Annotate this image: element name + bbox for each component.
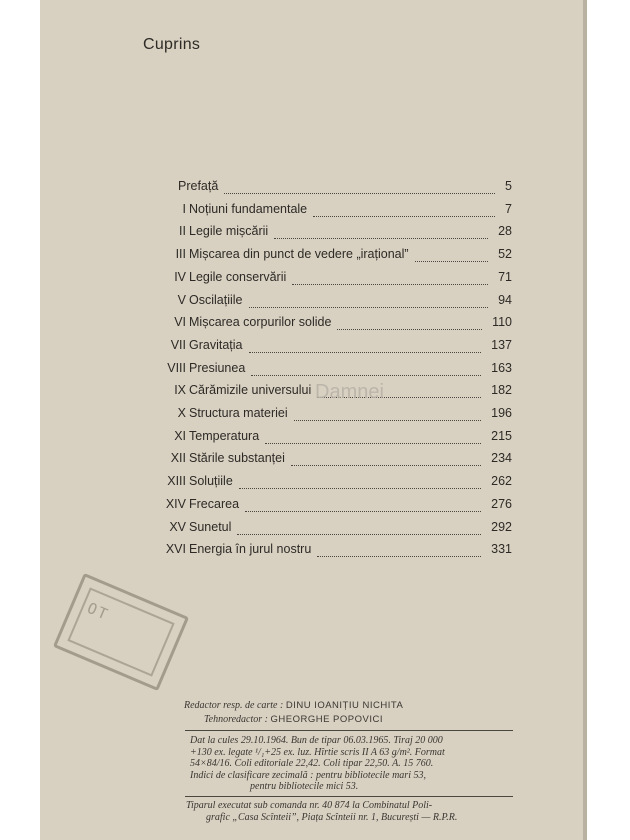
print-detail-line: +130 ex. legate ¹/₁+25 ex. luz. Hîrtie scris II A 63 g/m². Format: [190, 746, 445, 758]
chapter-number: X: [177, 406, 186, 420]
chapter-number: VII: [170, 338, 186, 352]
watermark: Damnei: [315, 381, 384, 403]
chapter-number: V: [177, 293, 186, 307]
chapter-number: XIV: [165, 497, 186, 511]
chapter-title: Presiunea: [189, 361, 246, 375]
imprint-rule-top: [185, 730, 513, 731]
printer-detail-line: grafic „Casa Scînteii”, Piața Scînteii nr. 1, București — R.P.R.: [206, 812, 458, 823]
chapter-title: Prefață: [178, 179, 219, 193]
dot-leader: [294, 406, 481, 421]
page-number: 292: [491, 520, 512, 534]
page-number: 234: [491, 451, 512, 465]
page-number: 94: [498, 293, 512, 307]
page-number: 28: [498, 224, 512, 238]
dot-leader: [265, 429, 481, 444]
dot-leader: [251, 361, 481, 376]
page-number: 163: [491, 361, 512, 375]
chapter-title: Mișcarea corpurilor solide: [189, 315, 332, 329]
toc-entry: [0, 179, 630, 199]
dot-leader: [292, 270, 488, 285]
dot-leader: [291, 451, 481, 466]
dot-leader: [249, 293, 488, 308]
chapter-title: Mișcarea din punct de vedere „irațional”: [189, 247, 409, 261]
chapter-title: Frecarea: [189, 497, 240, 511]
chapter-title: Legile mișcării: [189, 224, 269, 238]
dot-leader: [313, 202, 495, 217]
chapter-title: Cărămizile universului: [189, 383, 312, 397]
page-number: 196: [491, 406, 512, 420]
chapter-title: Oscilațiile: [189, 293, 243, 307]
toc-entry: [0, 270, 630, 290]
toc-entry: [0, 224, 630, 244]
chapter-number: XII: [170, 451, 186, 465]
print-detail-line: Indici de clasificare zecimală : pentru bibliotecile mari 53,: [190, 769, 426, 781]
dot-leader: [245, 497, 481, 512]
editor-name: DINU IOANIȚIU NICHITA: [285, 700, 404, 711]
toc-entry: [0, 497, 630, 517]
page-number: 182: [491, 383, 512, 397]
page-number: 215: [491, 429, 512, 443]
chapter-number: I: [182, 202, 186, 216]
dot-leader: [224, 179, 495, 194]
chapter-title: Stările substanței: [189, 451, 285, 465]
toc-entry: [0, 406, 630, 426]
toc-entry: [0, 361, 630, 381]
dot-leader: [239, 474, 481, 489]
page-number: 71: [498, 270, 512, 284]
printer-detail-line: Tiparul executat sub comanda nr. 40 874 la Combinatul Poli-: [186, 800, 433, 811]
editor-line: [184, 700, 403, 711]
page-number: 137: [491, 338, 512, 352]
dot-leader: [317, 542, 481, 557]
print-detail-line: Dat la cules 29.10.1964. Bun de tipar 06.03.1965. Tiraj 20 000: [190, 735, 443, 746]
tech-editor-label: Tehnoredactor :: [204, 714, 268, 725]
page-number: 262: [491, 474, 512, 488]
toc-entry: [0, 542, 630, 562]
page-number: 110: [492, 315, 512, 329]
chapter-number: VIII: [167, 361, 186, 375]
chapter-title: Gravitația: [189, 338, 243, 352]
stamp-text: OT: [84, 598, 112, 625]
chapter-number: II: [179, 224, 186, 238]
page-number: 52: [498, 247, 512, 261]
page-number: 7: [505, 202, 512, 216]
toc-entry: [0, 451, 630, 471]
print-detail-line: pentru bibliotecile mici 53.: [250, 781, 359, 792]
chapter-title: Legile conservării: [189, 270, 287, 284]
chapter-number: XVI: [165, 542, 186, 556]
chapter-number: III: [175, 247, 186, 261]
tech-editor-name: GHEORGHE POPOVICI: [270, 714, 383, 725]
dot-leader: [249, 338, 481, 353]
page-number: 5: [505, 179, 512, 193]
toc-entry: [0, 429, 630, 449]
toc-entry: [0, 474, 630, 494]
page-number: 331: [491, 542, 512, 556]
chapter-title: Structura materiei: [189, 406, 288, 420]
page-number: 276: [491, 497, 512, 511]
toc-entry: [0, 247, 630, 267]
chapter-title: Sunetul: [189, 520, 232, 534]
chapter-title: Noțiuni fundamentale: [189, 202, 308, 216]
dot-leader: [237, 520, 481, 535]
toc-entry: [0, 338, 630, 358]
toc-entry: [0, 202, 630, 222]
dot-leader: [274, 224, 488, 239]
editor-label: Redactor resp. de carte :: [184, 700, 284, 711]
chapter-title: Temperatura: [189, 429, 260, 443]
print-detail-line: 54×84/16. Coli editoriale 22,42. Coli tipar 22,50. A. 15 760.: [190, 758, 434, 769]
chapter-number: XV: [169, 520, 186, 534]
chapter-number: IV: [174, 270, 186, 284]
chapter-number: IX: [174, 383, 186, 397]
toc-entry: [0, 520, 630, 540]
dot-leader: [337, 315, 482, 330]
chapter-number: XI: [174, 429, 186, 443]
tech-editor-line: [204, 714, 383, 725]
imprint-rule-bottom: [185, 796, 513, 797]
toc-entry: [0, 293, 630, 313]
chapter-number: XIII: [167, 474, 186, 488]
toc-entry: [0, 315, 630, 335]
chapter-title: Energia în jurul nostru: [189, 542, 312, 556]
dot-leader: [415, 247, 488, 262]
page-title: Cuprins: [143, 36, 201, 53]
chapter-number: VI: [174, 315, 186, 329]
chapter-title: Soluțiile: [189, 474, 233, 488]
